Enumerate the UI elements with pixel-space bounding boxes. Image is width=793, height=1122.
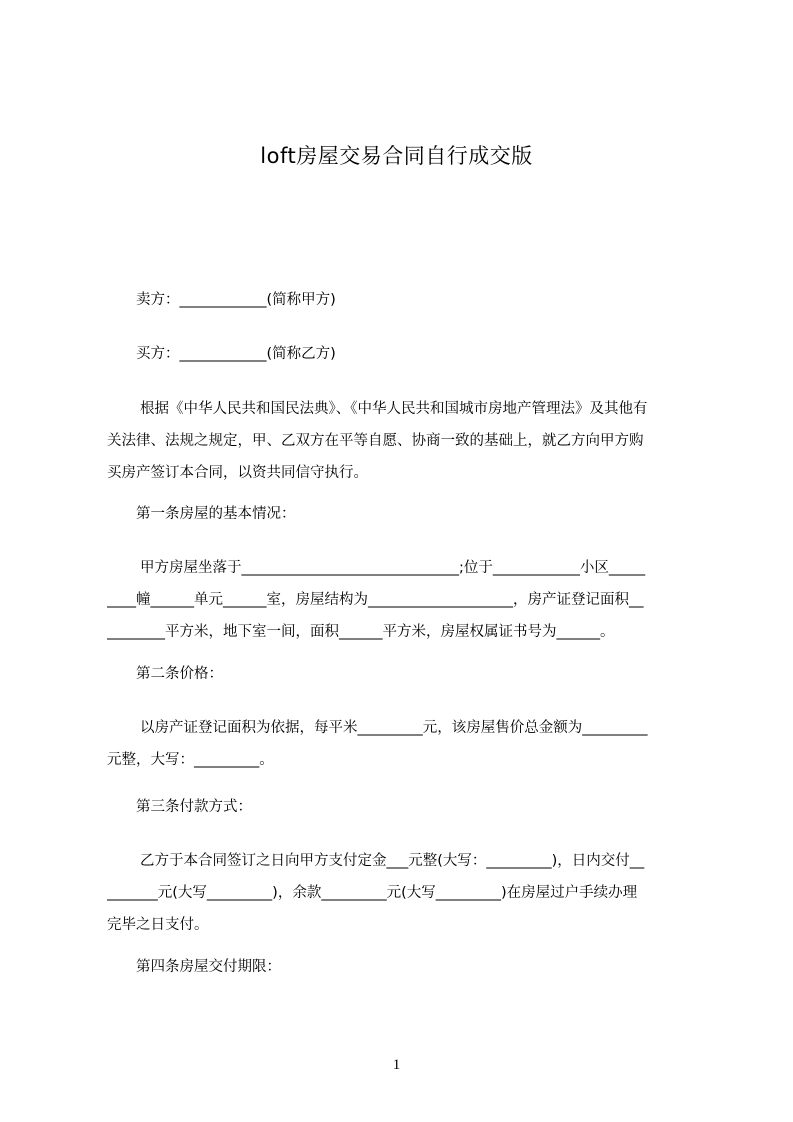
article3-line: 完毕之日支付。 [107,917,209,933]
article3-line: 乙方于本合同签订之日向甲方支付定金___元整(大写：_________)，日内交付__ [140,853,645,869]
article1-line: ____幢______单元______室，房屋结构为____________________，房产证登记面积__ [107,592,644,608]
document-title: loft房屋交易合同自行成交版 [260,144,533,168]
article2-heading: 第二条价格： [136,666,223,682]
preamble-line: 关法律、法规之规定，甲、乙双方在平等自愿、协商一致的基础上，就乙方向甲方购 [107,433,644,449]
article1-heading: 第一条房屋的基本情况： [136,506,296,522]
article1-line: 甲方房屋坐落于______________________________;位于____________小区_____ [140,560,646,576]
article2-paragraph [107,712,700,776]
preamble-line: 根据《中华人民共和国民法典》、《中华人民共和国城市房地产管理法》及其他有 [140,401,648,417]
page-number: 1 [392,1057,401,1073]
article1-line: ________平方米，地下室一间，面积______平方米，房屋权属证书号为______。 [107,624,615,640]
article3-paragraph [107,845,700,941]
article3-heading: 第三条付款方式： [136,799,252,815]
buyer-line: 买方：____________(简称乙方) [136,346,336,362]
article3-line: _______元(大写_________)，余款_________元(大写_________)在房屋过户手续办理 [107,885,638,901]
article1-paragraph [107,552,700,648]
article2-line: 以房产证登记面积为依据，每平米_________元，该房屋售价总金额为_________ [140,720,648,736]
preamble-paragraph [107,393,700,489]
article2-line: 元整，大写：_________。 [107,752,274,768]
preamble-line: 买房产签订本合同，以资共同信守执行。 [107,465,368,481]
seller-line: 卖方：____________(简称甲方) [136,292,336,308]
article4-heading: 第四条房屋交付期限： [136,959,281,975]
